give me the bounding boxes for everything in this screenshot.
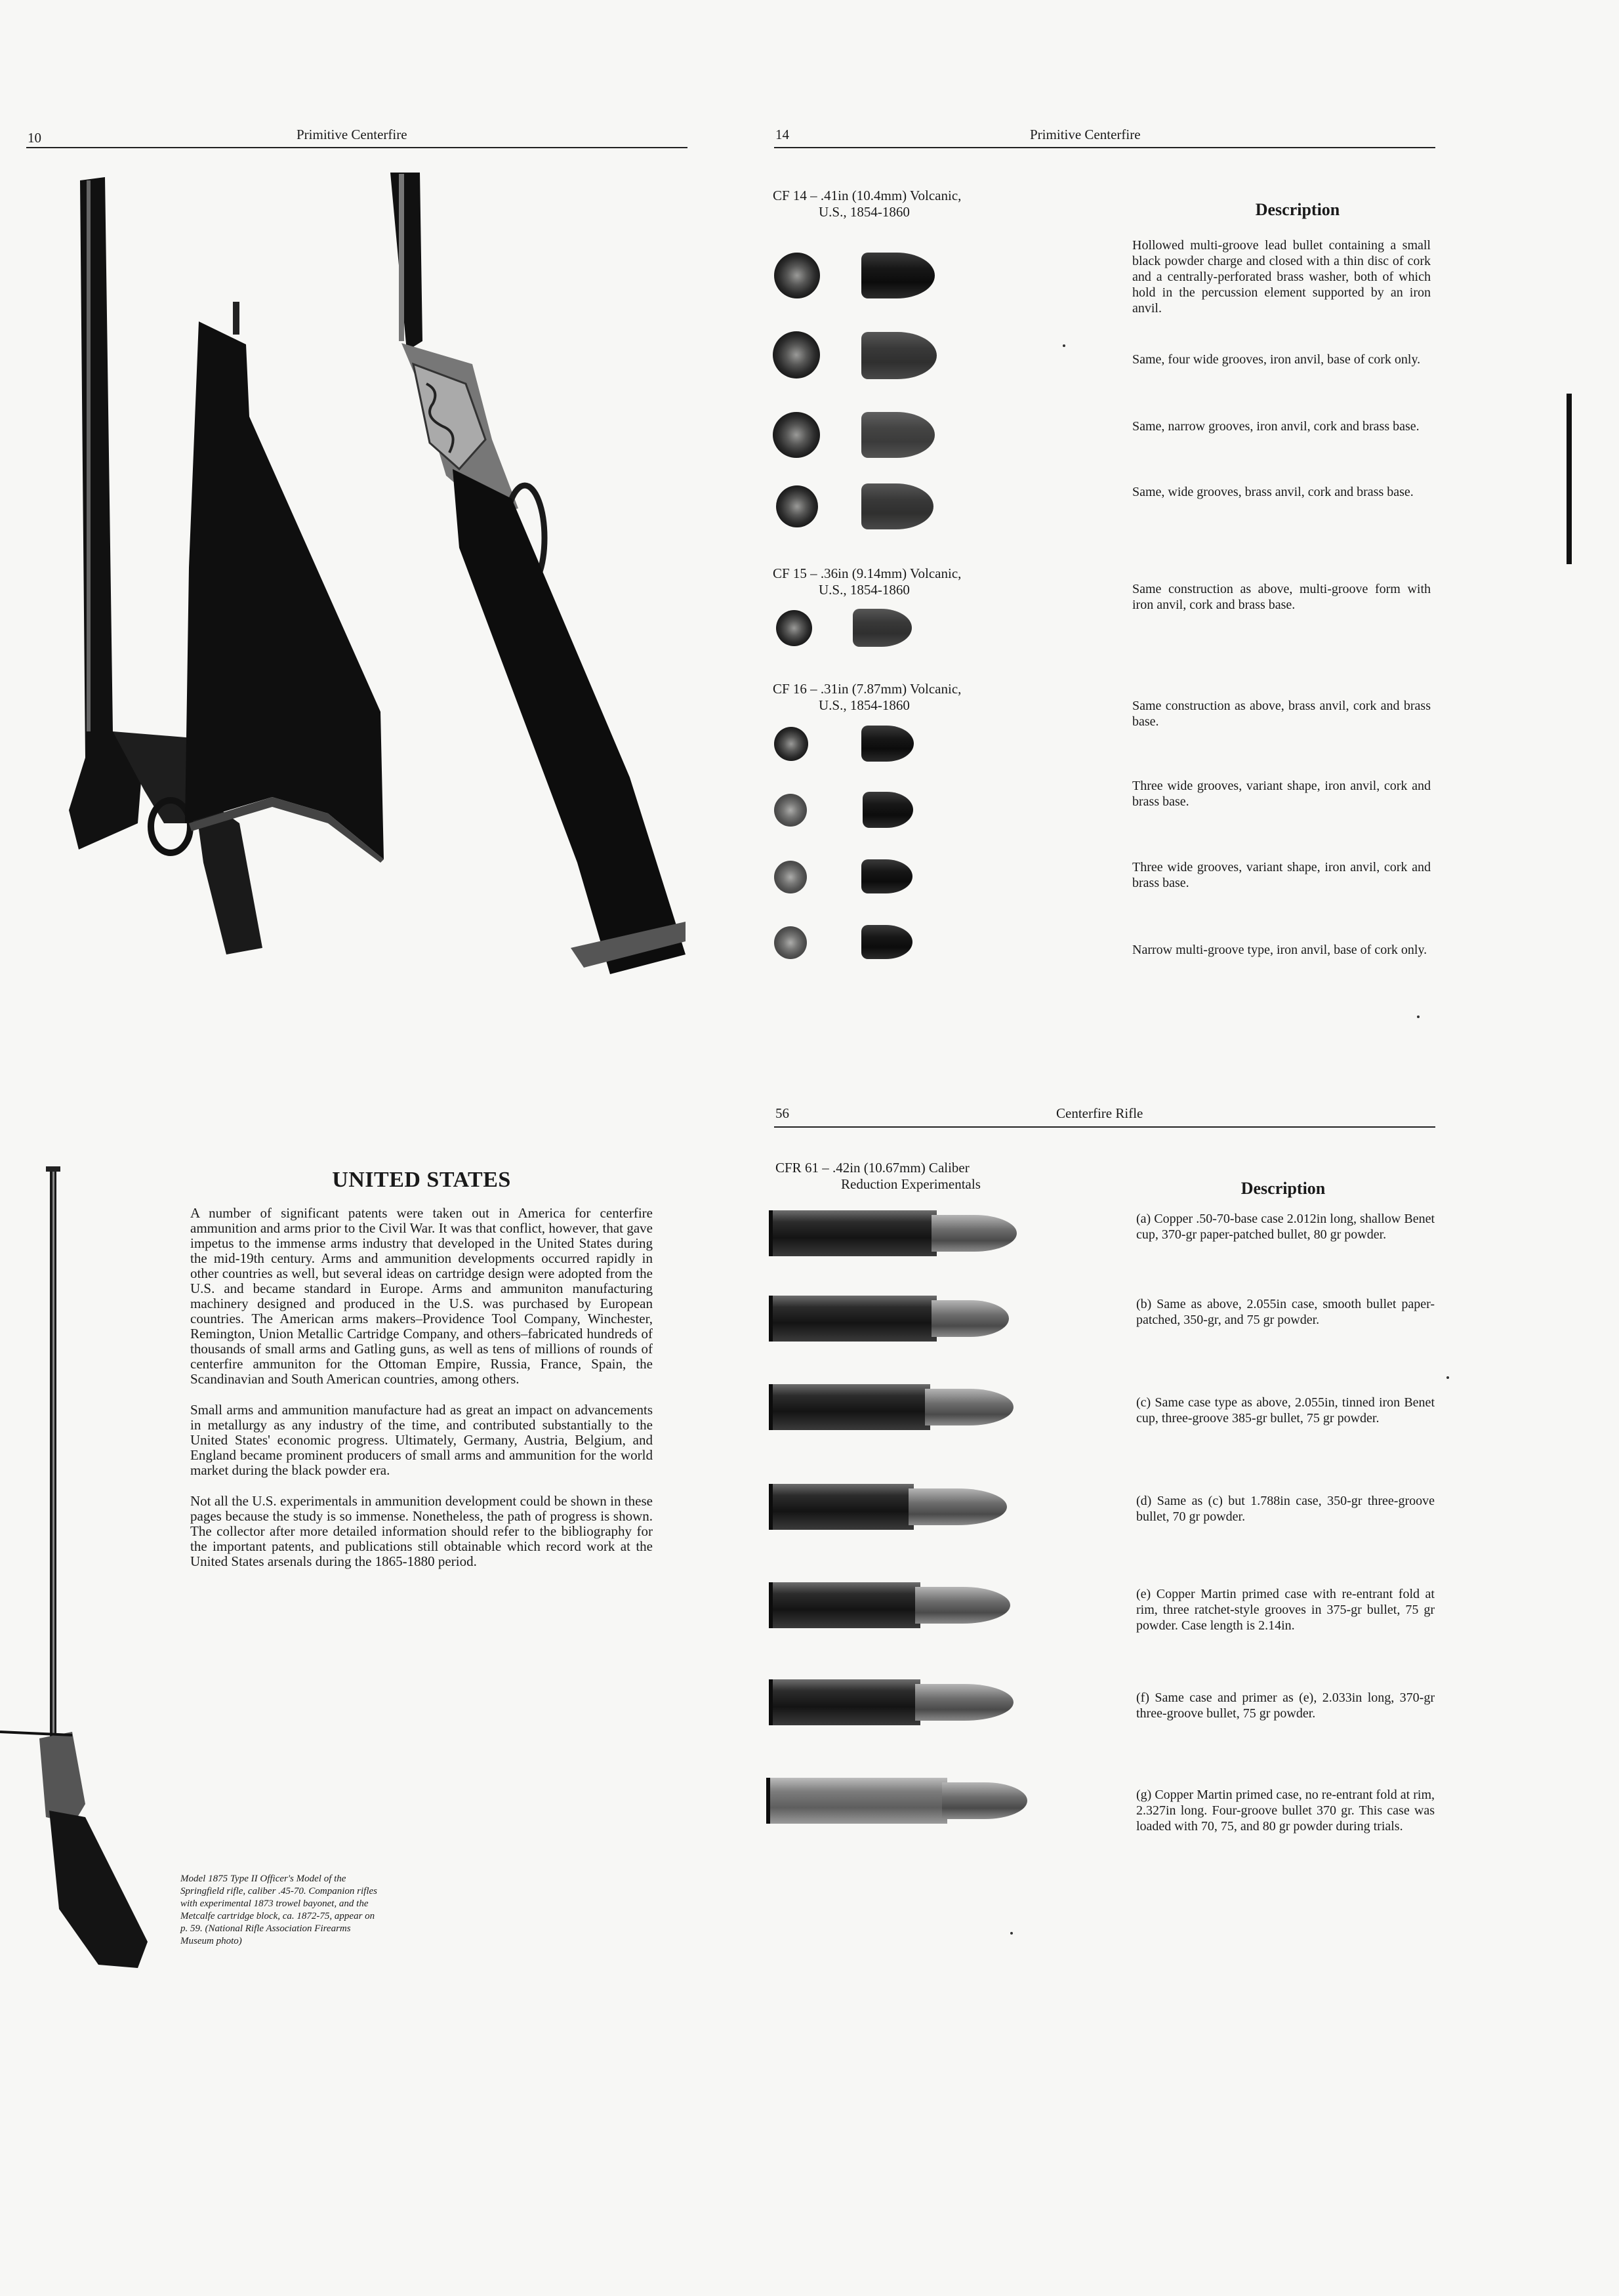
scan-speck: [1063, 344, 1065, 347]
page-14-running-head: Primitive Centerfire: [1030, 127, 1141, 142]
page-56-number: 56: [775, 1105, 789, 1121]
cf16-a-description: Same construction as above, brass anvil, cork and brass base.: [1132, 699, 1431, 729]
cf16-c-description: Three wide grooves, variant shape, iron anvil, cork and brass base.: [1132, 860, 1431, 890]
page-10-number: 10: [28, 130, 41, 146]
cf14-b-side-view: [861, 332, 937, 379]
springfield-photo-caption: Model 1875 Type II Officer's Model of the Springfield rifle, caliber .45-70. Companion rifles with experimental 1873 trowel bayonet, and the Metcalfe cartridge block, ca. 1872-75, appear on p. 59. (National Rifle Association Firearms Museum photo): [180, 1874, 377, 1946]
cfr61-f-cartridge: [769, 1679, 1015, 1725]
cf14-a-base-view: [774, 253, 820, 298]
cf16-d-base-view: [774, 926, 807, 959]
page-14-description-title: Description: [1255, 200, 1340, 219]
cf16-b-side-view: [863, 792, 913, 828]
cf16-a-base-view: [774, 727, 808, 761]
page-56-running-head: Centerfire Rifle: [1056, 1105, 1143, 1121]
scan-speck: [1446, 1376, 1449, 1379]
scan-speck: [1417, 1015, 1420, 1018]
cf14-d-base-view: [776, 485, 818, 527]
cfr61-c-cartridge: [769, 1384, 1015, 1430]
cfr61-d-cartridge: [769, 1484, 1008, 1530]
cfr61-d-description: (d) Same as (c) but 1.788in case, 350-gr three-groove bullet, 70 gr powder.: [1136, 1494, 1435, 1524]
cf14-c-side-view: [861, 412, 935, 458]
cfr61-g-description: (g) Copper Martin primed case, no re-entrant fold at rim, 2.327in long. Four-groove bullet 370 gr. This case was loaded with 70, 75, and 80 gr powder during trials.: [1136, 1788, 1435, 1834]
cf15-side-view: [853, 609, 912, 647]
cf16-b-base-view: [774, 794, 807, 827]
page-56-header-rule: [774, 1126, 1435, 1128]
cfr61-a-cartridge: [769, 1210, 1018, 1256]
cfr61-g-cartridge: [766, 1778, 1029, 1824]
cf14-b-description: Same, four wide grooves, iron anvil, base of cork only.: [1132, 352, 1421, 367]
cf15-description: Same construction as above, multi-groove form with iron anvil, cork and brass base.: [1132, 582, 1431, 612]
scan-speck: [1010, 1932, 1013, 1935]
cf16-a-side-view: [861, 726, 914, 762]
cfr61-a-description: (a) Copper .50-70-base case 2.012in long, shallow Benet cup, 370-gr paper-patched bullet, 80 gr powder.: [1136, 1212, 1435, 1242]
cf16-b-description: Three wide grooves, variant shape, iron anvil, cork and brass base.: [1132, 779, 1431, 809]
cf14-c-description: Same, narrow grooves, iron anvil, cork and brass base.: [1132, 419, 1420, 434]
springfield-rifle-photo: [0, 1161, 171, 1968]
cfr61-b-description: (b) Same as above, 2.055in case, smooth bullet paper-patched, 350-gr, and 75 gr powder.: [1136, 1297, 1435, 1327]
cfr61-label: CFR 61 – .42in (10.67mm) Caliber Reduction Experimentals: [775, 1160, 981, 1192]
cf16-c-base-view: [774, 861, 807, 893]
page-14-number: 14: [775, 127, 789, 142]
cfr61-f-description: (f) Same case and primer as (e), 2.033in long, 370-gr three-groove bullet, 75 gr powder.: [1136, 1691, 1435, 1721]
page-10-header-rule: [26, 147, 687, 148]
detachable-stock-image: [185, 302, 384, 863]
cf14-b-base-view: [773, 331, 820, 379]
cfr61-c-description: (c) Same case type as above, 2.055in, tinned iron Benet cup, three-groove 385-gr bullet, 75 gr powder.: [1136, 1395, 1435, 1425]
cf16-d-description: Narrow multi-groove type, iron anvil, base of cork only.: [1132, 943, 1427, 957]
united-states-title: UNITED STATES: [332, 1168, 511, 1192]
us-paragraph-1: A number of significant patents were taken out in America for centerfire ammunition and arms prior to the Civil War. It was that conflict, however, that gave impetus to the immense arms industry that developed in the United States during the mid-19th century. Arms and ammunition developments occurred rapidly in other countries as well, but several ideas on cartridge design were adopted from the U.S. and became standard in Europe. Arms and ammuniton manufacturing machinery designed and produced in the U.S. was purchased by European countries. The American arms makers–Providence Tool Company, Winchester, Remington, Union Metallic Cartridge Company, and others–fabricated hundreds of thousands of small arms and Gatling guns, as well as tens of millions of rounds of centerfire ammuniton for the Ottoman Empire, Russia, France, Spain, the Scandinavian and South American countries, among others.: [190, 1205, 653, 1387]
us-paragraph-3: Not all the U.S. experimentals in ammunition development could be shown in these pages because the study is so immense. Nonetheless, the path of progress is shown. The collector after more detailed information should refer to the bibliography for the important patents, and publications still obtainable which record work at the United States arsenals during the 1865-1880 period.: [190, 1493, 653, 1569]
volcanic-carbine-image: [390, 173, 686, 974]
cf14-a-description: Hollowed multi-groove lead bullet containing a small black powder charge and closed with a thin disc of cork and a centrally-perforated brass washer, both of which hold in the percussion element supported by an iron anvil.: [1132, 238, 1431, 316]
cf16-label: CF 16 – .31in (7.87mm) Volcanic, U.S., 1854-1860: [773, 681, 962, 713]
cf15-base-view: [776, 610, 812, 646]
cf14-a-side-view: [861, 253, 935, 298]
cf15-label: CF 15 – .36in (9.14mm) Volcanic, U.S., 1854-1860: [773, 565, 962, 598]
cf14-d-description: Same, wide grooves, brass anvil, cork and brass base.: [1132, 485, 1414, 499]
us-paragraph-2: Small arms and ammunition manufacture had as great an impact on advancements in metallurgy as any industry of the time, and contributed substantially to the United States' economic progress. Ultimately, Germany, Austria, Belgium, and England became prominent producers of small arms and ammunition for the world market during the black powder era.: [190, 1402, 653, 1478]
page-56-description-title: Description: [1240, 1179, 1326, 1198]
cfr61-e-description: (e) Copper Martin primed case with re-entrant fold at rim, three ratchet-style grooves in 375-gr bullet, 75 gr powder. Case length is 2.14in.: [1136, 1587, 1435, 1633]
cf14-d-side-view: [861, 483, 933, 529]
cfr61-e-cartridge: [769, 1582, 1012, 1628]
cf14-label: CF 14 – .41in (10.4mm) Volcanic, U.S., 1854-1860: [773, 188, 962, 220]
cf16-d-side-view: [861, 925, 912, 959]
page-10-running-head: Primitive Centerfire: [297, 127, 407, 142]
scan-edge-mark: [1567, 394, 1572, 564]
page-14-header-rule: [774, 147, 1435, 148]
cf14-c-base-view: [773, 412, 820, 458]
volcanic-arms-photo: [39, 167, 689, 981]
united-states-body: [190, 1206, 653, 1585]
cf16-c-side-view: [861, 859, 912, 893]
cfr61-b-cartridge: [769, 1296, 1010, 1342]
